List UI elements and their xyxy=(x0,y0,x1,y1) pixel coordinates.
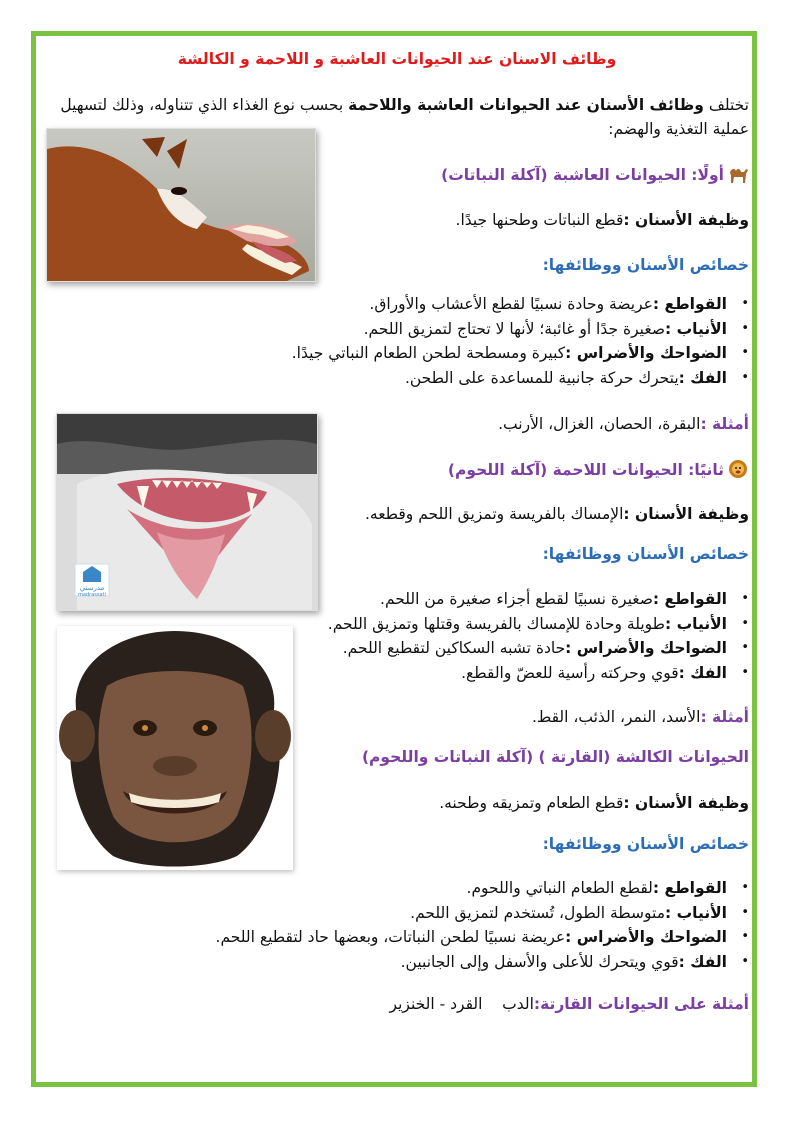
logo-text: مدرستي xyxy=(79,584,105,592)
page-title: وظائف الاسنان عند الحيوانات العاشبة و اللاحمة و الكالشة xyxy=(177,50,617,68)
list-item: • القواطع :لقطع الطعام النباتي واللحوم. xyxy=(216,876,727,901)
list-item: • الضواحك والأضراس :كبيرة ومسطحة لطحن الطعام النباتي جيدًا. xyxy=(292,341,727,366)
omnivores-function: وظيفة الأسنان :قطع الطعام وتمزيقه وطحنه. xyxy=(439,794,749,812)
chimpanzee-photo xyxy=(57,626,293,870)
list-item: • الضواحك والأضراس :حادة تشبه السكاكين لتقطيع اللحم. xyxy=(328,636,727,661)
logo-latin: madrassati xyxy=(78,592,106,598)
list-item: • الأنياب :متوسطة الطول، تُستخدم لتمزيق اللحم. xyxy=(216,901,727,926)
herbivores-heading: أولًا: الحيوانات العاشبة (آكلة النباتات) xyxy=(441,164,749,186)
list-item: • الفك :قوي ويتحرك للأعلى والأسفل وإلى الجانبين. xyxy=(216,950,727,975)
herbivores-features-heading: خصائص الأسنان ووظائفها: xyxy=(542,256,749,274)
omnivores-features-heading: خصائص الأسنان ووظائفها: xyxy=(542,835,749,853)
omnivores-heading: الحيوانات الكالشة (القارتة ) (آكلة النباتات واللحوم) xyxy=(361,748,749,766)
list-item: • الضواحك والأضراس :عريضة نسبيًا لطحن النباتات، وبعضها حاد لتقطيع اللحم. xyxy=(216,925,727,950)
cat-photo xyxy=(56,413,318,611)
carnivores-features-heading: خصائص الأسنان ووظائفها: xyxy=(542,545,749,563)
omnivores-examples: أمثلة على الحيوانات القارتة:الدب القرد - الخنزير xyxy=(389,995,749,1013)
list-item: • الفك :قوي وحركته رأسية للعضّ والقطع. xyxy=(328,661,727,686)
carnivores-heading: ثانيًا: الحيوانات اللاحمة (آكلة اللحوم) xyxy=(448,459,749,481)
list-item: • الفك :يتحرك حركة جانبية للمساعدة على الطحن. xyxy=(292,366,727,391)
omnivores-features-list xyxy=(216,876,749,974)
herbivores-features-list xyxy=(292,292,749,390)
list-item: • القواطع :صغيرة نسبيًا لقطع أجزاء صغيرة من اللحم. xyxy=(328,587,727,612)
intro-paragraph: تختلف وظائف الأسنان عند الحيوانات العاشبة واللاحمة بحسب نوع الغذاء الذي تتناوله، وذلك لتسهيل عملية التغذية والهضم: xyxy=(60,96,749,138)
list-item: • القواطع :عريضة وحادة نسبيًا لقطع الأعشاب والأوراق. xyxy=(292,292,727,317)
horse-photo xyxy=(46,128,316,282)
herbivores-function: وظيفة الأسنان :قطع النباتات وطحنها جيدًا. xyxy=(455,211,749,229)
list-item: • الأنياب :صغيرة جدًا أو غائبة؛ لأنها لا تحتاج لتمزيق اللحم. xyxy=(292,317,727,342)
carnivores-function: وظيفة الأسنان :الإمساك بالفريسة وتمزيق اللحم وقطعه. xyxy=(364,505,749,523)
list-item: • الأنياب :طويلة وحادة للإمساك بالفريسة وقتلها وتمزيق اللحم. xyxy=(328,612,727,637)
lion-icon xyxy=(727,459,749,479)
herbivores-examples: أمثلة :البقرة، الحصان، الغزال، الأرنب. xyxy=(498,415,749,433)
carnivores-features-list xyxy=(328,587,749,685)
camel-icon xyxy=(727,164,749,184)
carnivores-examples: أمثلة :الأسد، النمر، الذئب، القط. xyxy=(531,708,749,726)
